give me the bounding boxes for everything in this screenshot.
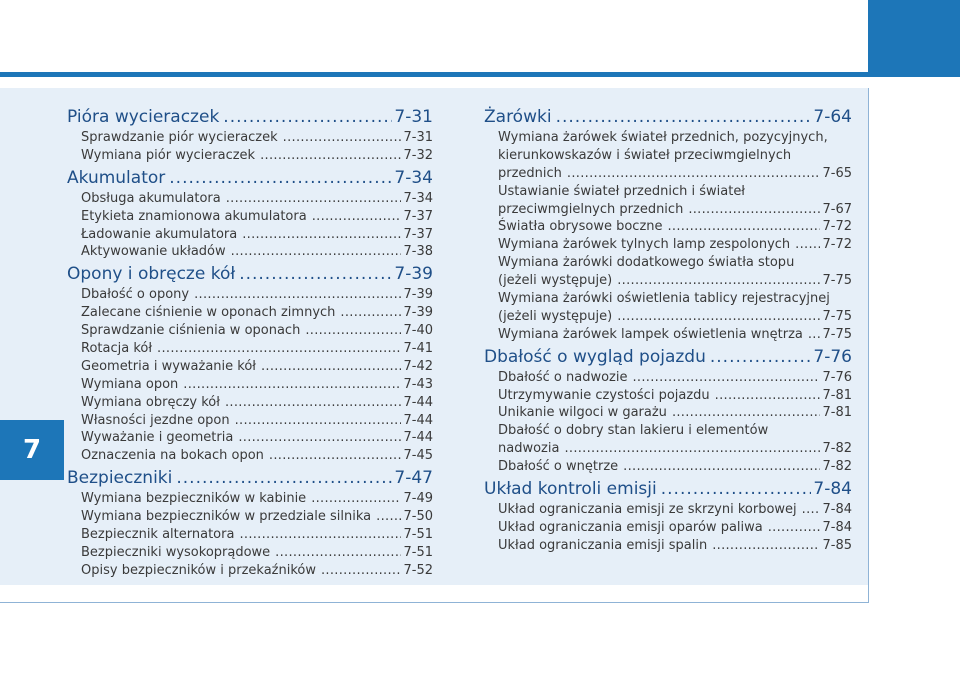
entry-title: przednich [498,165,562,181]
dot-leader [567,165,821,183]
dot-leader [321,562,401,580]
toc-entry[interactable] [81,429,433,447]
entry-page: 7-81 [822,387,852,403]
dot-leader [242,226,401,244]
dot-leader [260,147,401,165]
entry-title: Obsługa akumulatora [81,190,221,206]
dot-leader [269,447,402,465]
dot-leader [668,218,821,236]
entry-title-line: Wymiana żarówki dodatkowego światła stopu [498,255,795,271]
toc-entry[interactable] [498,254,852,290]
section-title: Opony i obręcze kół [67,264,236,285]
entry-page: 7-72 [822,237,852,253]
toc-entry[interactable] [498,458,852,476]
entry-title: Sprawdzanie piór wycieraczek [81,130,278,145]
entry-page: 7-38 [403,244,433,260]
dot-leader [715,387,821,405]
toc-entry[interactable] [81,544,433,562]
entry-title: Światła obrysowe boczne [498,219,663,235]
section-page: 7-64 [813,107,852,127]
entry-title-line: Wymiana żarówek świateł przednich, pozycyjnych, [498,130,828,145]
toc-section[interactable] [484,346,852,369]
chapter-tab: 7 [0,420,64,480]
entry-page: 7-84 [822,519,852,535]
entry-title-line: Dbałość o dobry stan lakieru i elementów [498,423,769,439]
entry-page: 7-32 [403,147,433,163]
entry-page: 7-44 [403,394,433,410]
toc-entry[interactable] [81,394,433,412]
toc-entry[interactable] [81,447,433,465]
section-page: 7-47 [394,468,433,489]
entry-title-line: kierunkowskazów i świateł przeciwmgielnych [498,147,792,163]
toc-entry[interactable] [81,226,433,244]
entry-title-line: Wymiana żarówki oświetlenia tablicy rejestracyjnej [498,291,830,307]
margin-divider [868,88,869,603]
entry-page: 7-31 [403,130,433,145]
entry-title: Układ ograniczania emisji spalin [498,537,708,553]
toc-entry[interactable] [81,322,433,340]
toc-entry[interactable] [498,369,852,387]
entry-title: przeciwmgielnych przednich [498,201,684,217]
dot-leader [623,458,820,476]
toc-entry[interactable] [498,519,852,537]
entry-title: Utrzymywanie czystości pojazdu [498,387,710,403]
entry-title: Aktywowanie układów [81,244,226,260]
entry-page: 7-39 [403,305,433,321]
toc-entry[interactable] [81,562,433,580]
toc-section[interactable] [484,106,852,129]
entry-page: 7-44 [403,430,433,446]
toc-entry[interactable] [498,129,852,183]
toc-entry[interactable] [81,526,433,544]
entry-title: Bezpiecznik alternatora [81,527,235,543]
entry-page: 7-41 [403,341,433,357]
entry-title: Unikanie wilgoci w garażu [498,405,667,421]
toc-entry[interactable] [498,236,852,254]
dot-leader [661,478,812,501]
entry-title: Bezpieczniki wysokoprądowe [81,544,271,560]
entry-page: 7-85 [822,537,852,553]
toc-section[interactable] [484,478,852,501]
entry-title: Wymiana żarówek tylnych lamp zespolonych [498,237,791,253]
dot-leader [617,272,820,290]
toc-entry[interactable] [81,412,433,430]
entry-title: Etykieta znamionowa akumulatora [81,208,307,224]
toc-entry[interactable] [498,183,852,219]
entry-page: 7-52 [403,562,433,578]
entry-page: 7-37 [403,226,433,242]
entry-title: Układ ograniczania emisji oparów paliwa [498,519,763,535]
entry-title: Wymiana opon [81,376,179,392]
dot-leader [239,526,401,544]
entry-title: Dbałość o wnętrze [498,459,619,475]
entry-title: Dbałość o nadwozie [498,369,628,385]
toc-entry[interactable] [81,508,433,526]
entry-title: Wyważanie i geometria [81,430,234,446]
entry-page: 7-43 [403,376,433,392]
toc-entry[interactable] [498,387,852,405]
entry-title: Sprawdzanie ciśnienia w oponach [81,323,301,339]
entry-page: 7-42 [403,358,433,374]
entry-title: Oznaczenia na bokach opon [81,448,264,464]
dot-leader [283,129,402,147]
entry-title: Układ ograniczania emisji ze skrzyni korbowej [498,502,797,518]
dot-leader [225,394,402,412]
dot-leader [305,322,401,340]
section-title: Pióra wycieraczek [67,107,220,127]
toc-left-column [67,104,433,580]
dot-leader [261,358,401,376]
section-title: Dbałość o wygląd pojazdu [484,346,706,367]
dot-leader [556,106,812,129]
dot-leader [275,544,401,562]
toc-section[interactable] [67,167,433,190]
entry-title-line: Ustawianie świateł przednich i świateł [498,183,746,199]
toc-entry[interactable] [81,243,433,261]
toc-entry[interactable] [81,286,433,304]
dot-leader [564,440,820,458]
entry-page: 7-76 [822,369,852,385]
entry-page: 7-50 [403,509,433,525]
entry-page: 7-67 [822,201,852,217]
entry-page: 7-75 [822,326,852,342]
entry-title: Ładowanie akumulatora [81,226,238,242]
corner-tab [868,0,960,72]
dot-leader [672,404,821,422]
entry-title: Opisy bezpieczników i przekaźników [81,562,316,578]
section-page: 7-31 [394,107,433,127]
entry-title: Zalecane ciśnienie w oponach zimnych [81,305,336,321]
entry-page: 7-39 [403,287,433,303]
toc-entry[interactable] [81,129,433,147]
toc-entry[interactable] [81,190,433,208]
dot-leader [795,236,820,254]
entry-title: Własności jezdne opon [81,412,230,428]
toc-right-column [484,104,852,555]
toc-entry[interactable] [81,376,433,394]
section-title: Układ kontroli emisji [484,479,657,500]
toc-entry[interactable] [81,304,433,322]
dot-leader [376,508,401,526]
entry-page: 7-45 [403,448,433,464]
section-title: Bezpieczniki [67,468,173,489]
toc-section[interactable] [67,467,433,490]
entry-page: 7-40 [403,323,433,339]
entry-page: 7-49 [403,491,433,507]
toc-entry[interactable] [498,537,852,555]
dot-leader [802,501,821,519]
toc-section[interactable] [67,263,433,286]
toc-entry[interactable] [81,147,433,165]
toc-entry[interactable] [498,422,852,458]
dot-leader [617,308,820,326]
dot-leader [231,243,402,261]
dot-leader [223,106,392,129]
section-page: 7-39 [394,264,433,285]
entry-page: 7-34 [403,190,433,206]
toc-section[interactable] [67,106,433,129]
dot-leader [169,167,392,190]
entry-title: Wymiana obręczy kół [81,394,220,410]
entry-page: 7-44 [403,412,433,428]
dot-leader [808,326,821,344]
entry-title: Rotacja kół [81,341,153,357]
entry-title: nadwozia [498,441,560,457]
entry-title: Wymiana żarówek lampek oświetlenia wnętrza [498,326,803,342]
entry-page: 7-82 [822,441,852,457]
entry-title: Wymiana bezpieczników w kabinie [81,491,307,507]
dot-leader [340,304,401,322]
footer-rule [0,602,868,603]
dot-leader [688,201,820,219]
entry-page: 7-81 [822,405,852,421]
dot-leader [710,346,812,369]
toc-entry[interactable] [81,340,433,358]
entry-title: (jeżeli występuje) [498,273,613,289]
toc-entry[interactable] [81,490,433,508]
dot-leader [226,190,402,208]
toc-entry[interactable] [498,218,852,236]
toc-entry[interactable] [81,208,433,226]
dot-leader [238,429,401,447]
dot-leader [235,412,402,430]
dot-leader [712,537,820,555]
dot-leader [768,519,821,537]
toc-entry[interactable] [498,290,852,326]
entry-page: 7-72 [822,219,852,235]
entry-title: Wymiana piór wycieraczek [81,147,256,163]
dot-leader [239,263,392,286]
dot-leader [633,369,821,387]
toc-entry[interactable] [498,404,852,422]
section-page: 7-84 [813,479,852,500]
section-title: Akumulator [67,167,166,188]
dot-leader [312,208,402,226]
entry-title: Wymiana bezpieczników w przedziale silnika [81,509,372,525]
entry-title: Geometria i wyważanie kół [81,358,256,374]
toc-entry[interactable] [498,501,852,519]
entry-page: 7-84 [822,502,852,518]
toc-entry[interactable] [81,358,433,376]
dot-leader [176,467,392,490]
entry-page: 7-51 [403,544,433,560]
section-page: 7-76 [813,346,852,367]
toc-entry[interactable] [498,326,852,344]
entry-page: 7-82 [822,459,852,475]
dot-leader [157,340,401,358]
header-rule [0,72,960,77]
entry-page: 7-37 [403,208,433,224]
entry-page: 7-51 [403,527,433,543]
dot-leader [311,490,401,508]
entry-title: Dbałość o opony [81,287,190,303]
entry-page: 7-75 [822,273,852,289]
entry-title: (jeżeli występuje) [498,308,613,324]
section-title: Żarówki [484,107,552,127]
entry-page: 7-65 [822,165,852,181]
dot-leader [183,376,401,394]
dot-leader [194,286,401,304]
margin-strip [868,88,960,585]
entry-page: 7-75 [822,308,852,324]
section-page: 7-34 [394,167,433,188]
